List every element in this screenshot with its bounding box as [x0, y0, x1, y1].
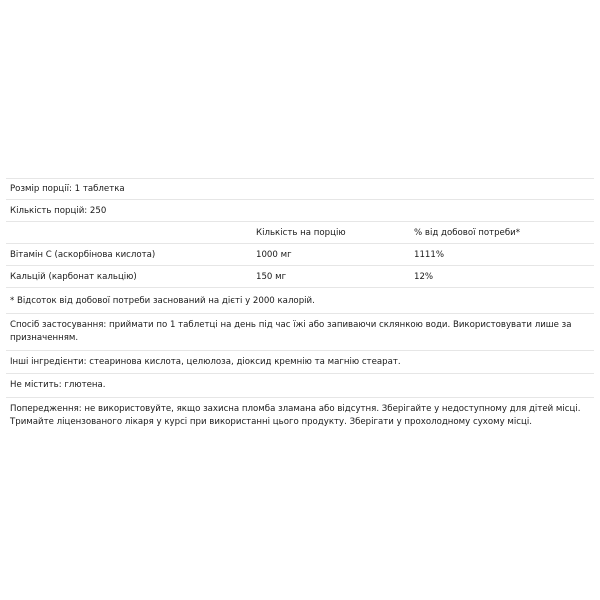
nutrient-daily-value: 1111%: [414, 249, 445, 260]
nutrient-name: Кальцій (карбонат кальцію): [10, 271, 137, 282]
servings-per-container: Кількість порцій: 250: [10, 205, 107, 216]
warning-text: Попередження: не використовуйте, якщо захисна пломба зламана або відсутня. Зберігайте у недоступному для дітей місці. Тримайте ліцензованого лікаря у курсі при використанні цього продукту. Зберігати у прохолодному сухому місці.: [10, 403, 581, 427]
supplement-facts-panel: [6, 178, 594, 434]
notes-section: [6, 290, 594, 434]
facts-table: [6, 178, 594, 288]
header-amount: Кількість на порцію: [256, 227, 346, 238]
gluten-free-note: Не містить: глютена.: [6, 374, 594, 398]
usage-instructions: Спосіб застосування: приймати по 1 таблетці на день під час їжі або запиваючи склянкою води. Використовувати лише за призначенням.: [6, 314, 594, 351]
table-header-row: [6, 222, 594, 244]
other-ingredients: Інші інгредієнти: стеаринова кислота, целюлоза, діоксид кремнію та магнію стеарат.: [6, 351, 594, 375]
daily-value-footnote: * Відсоток від добової потреби заснований на дієті у 2000 калорій.: [6, 290, 594, 314]
nutrient-amount: 150 мг: [256, 271, 287, 282]
serving-count-row: [6, 200, 594, 222]
table-row: [6, 266, 594, 288]
nutrient-daily-value: 12%: [414, 271, 434, 282]
nutrient-amount: 1000 мг: [256, 249, 292, 260]
serving-size: Розмір порції: 1 таблетка: [10, 184, 125, 194]
header-daily-value: % від добової потреби*: [414, 227, 521, 238]
table-row: [6, 244, 594, 266]
nutrient-name: Вітамін С (аскорбінова кислота): [10, 249, 156, 260]
serving-size-row: [6, 178, 594, 200]
